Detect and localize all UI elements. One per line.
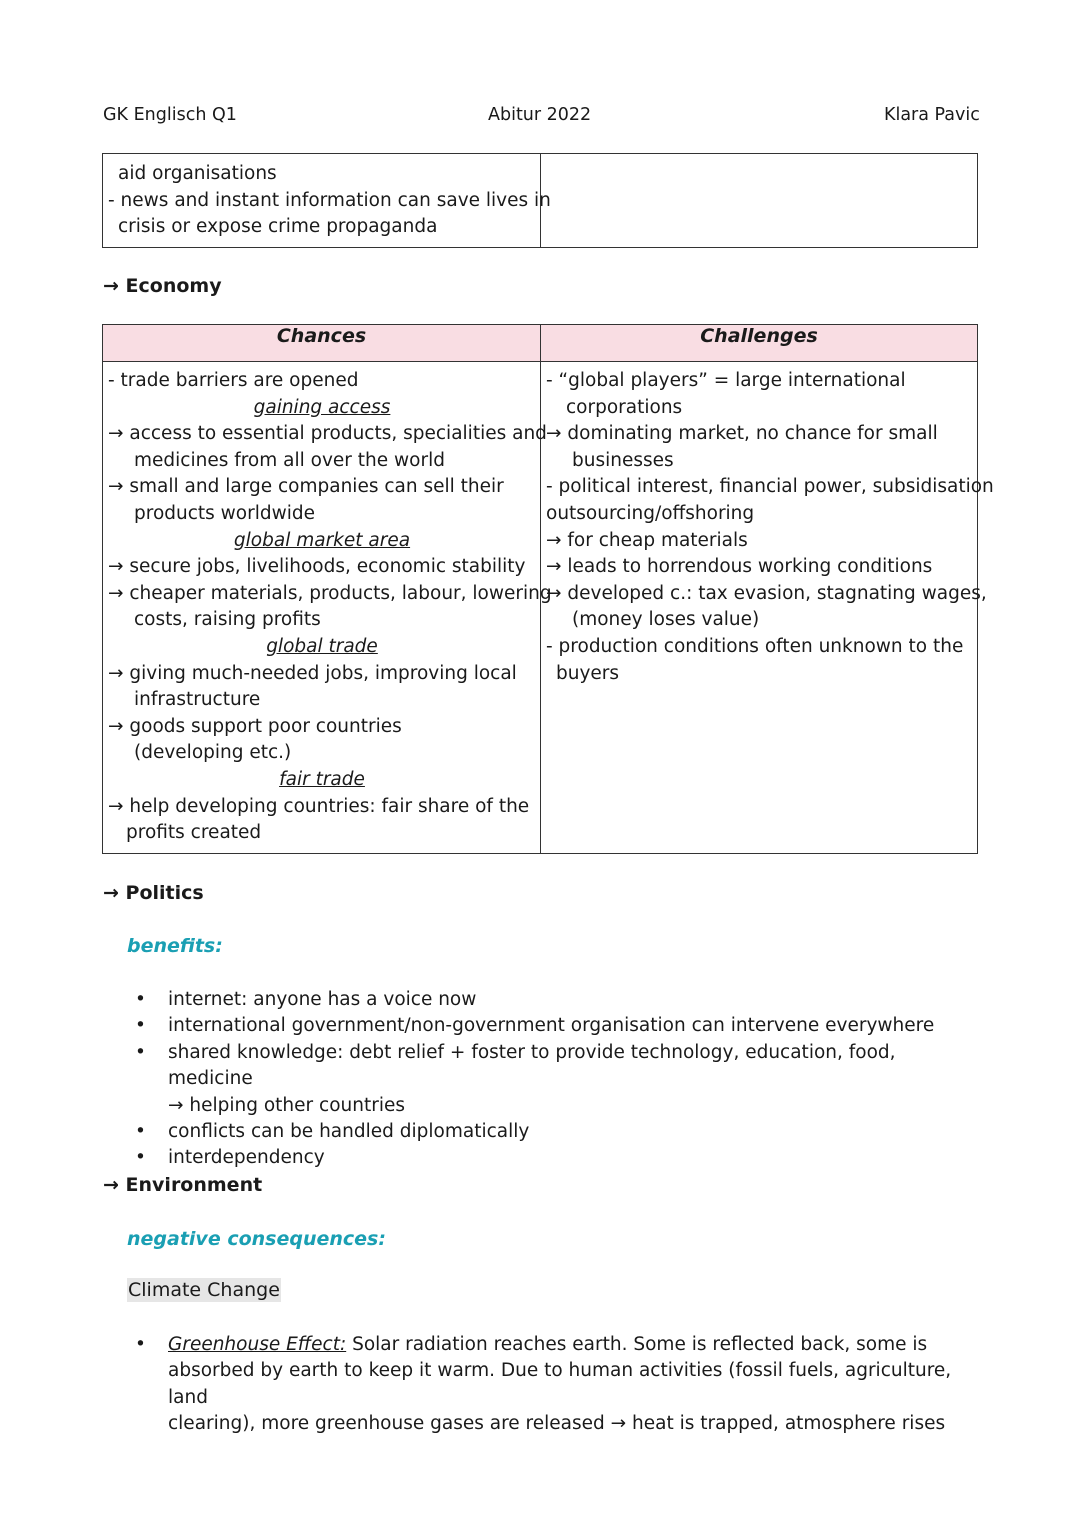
list-item: • interdependency bbox=[127, 1145, 967, 1171]
chances-line: → small and large companies can sell their bbox=[108, 476, 504, 498]
challenges-cell bbox=[541, 362, 994, 854]
challenges-line: (money loses value) bbox=[572, 609, 760, 631]
continued-line: aid organisations bbox=[118, 163, 277, 184]
list-item: • internet: anyone has a voice now bbox=[127, 987, 967, 1013]
bullet-icon: • bbox=[135, 1015, 146, 1037]
list-item: • conflicts can be handled diplomatically bbox=[127, 1119, 967, 1145]
bullet-icon: • bbox=[135, 1121, 146, 1143]
chances-line: → goods support poor countries bbox=[108, 715, 402, 737]
environment-subheading: negative consequences: bbox=[127, 1228, 386, 1250]
chances-line: profits created bbox=[126, 822, 262, 844]
challenges-line: corporations bbox=[566, 396, 683, 418]
header-exam: Abitur 2022 bbox=[488, 105, 592, 125]
challenges-line: - “global players” = large international bbox=[546, 370, 906, 391]
bullet-icon: • bbox=[135, 1147, 146, 1169]
list-item bbox=[127, 1332, 967, 1438]
greenhouse-text: clearing), more greenhouse gases are released → heat is trapped, atmosphere rises bbox=[168, 1413, 946, 1435]
challenges-line: buyers bbox=[556, 662, 620, 684]
politics-subheading: benefits: bbox=[127, 935, 223, 957]
chances-line: - trade barriers are opened bbox=[108, 370, 359, 391]
bullet-icon: • bbox=[135, 1041, 146, 1063]
chances-subheading: global trade bbox=[266, 635, 378, 657]
chances-line: medicines from all over the world bbox=[134, 449, 445, 471]
chances-line: costs, raising profits bbox=[134, 609, 321, 631]
greenhouse-text: Solar radiation reaches earth. Some is reflected back, some is bbox=[352, 1334, 928, 1355]
greenhouse-term: Greenhouse Effect: bbox=[168, 1334, 347, 1355]
bullet-icon: • bbox=[135, 1334, 146, 1355]
economy-heading: → Economy bbox=[103, 275, 222, 297]
chances-line: → cheaper materials, products, labour, lowering bbox=[108, 582, 552, 604]
challenges-line: → leads to horrendous working conditions bbox=[546, 556, 933, 578]
chances-cell bbox=[103, 362, 552, 854]
challenges-line: → dominating market, no chance for small bbox=[546, 423, 938, 445]
challenges-line: businesses bbox=[572, 449, 674, 471]
chances-line: → secure jobs, livelihoods, economic stability bbox=[108, 556, 526, 578]
challenges-line: - production conditions often unknown to the bbox=[546, 635, 964, 657]
chances-line: infrastructure bbox=[134, 689, 261, 711]
continued-right-cell bbox=[541, 154, 978, 248]
environment-list bbox=[127, 1332, 967, 1438]
chances-line: → help developing countries: fair share of the bbox=[108, 795, 530, 817]
continued-line: - news and instant information can save lives in bbox=[108, 189, 551, 211]
challenges-line: outsourcing/offshoring bbox=[546, 502, 755, 524]
chances-subheading: global market area bbox=[233, 529, 411, 551]
environment-heading: → Environment bbox=[103, 1174, 263, 1196]
chances-line: products worldwide bbox=[134, 502, 316, 524]
continued-left-cell bbox=[103, 154, 551, 248]
chances-line: → giving much-needed jobs, improving local bbox=[108, 662, 517, 684]
politics-heading: → Politics bbox=[103, 882, 204, 904]
politics-benefits-list bbox=[127, 987, 967, 1172]
chances-line: (developing etc.) bbox=[134, 742, 292, 764]
challenges-line: - political interest, financial power, subsidisation bbox=[546, 476, 994, 498]
challenges-line: → for cheap materials bbox=[546, 529, 748, 551]
list-item: • shared knowledge: debt relief + foster to provide technology, education, food, medicine bbox=[135, 1041, 896, 1090]
greenhouse-text: absorbed by earth to keep it warm. Due to human activities (fossil fuels, agriculture, land bbox=[168, 1360, 952, 1408]
list-item: • international government/non-government organisation can intervene everywhere bbox=[127, 1013, 967, 1039]
challenges-line: → developed c.: tax evasion, stagnating wages, bbox=[546, 582, 987, 604]
economy-table bbox=[102, 324, 994, 854]
chances-header: Chances bbox=[103, 325, 541, 362]
bullet-icon: • bbox=[135, 989, 146, 1010]
chances-subheading: fair trade bbox=[279, 768, 365, 790]
chances-line: → access to essential products, specialities and bbox=[108, 423, 547, 445]
climate-change-label: Climate Change bbox=[128, 1279, 280, 1301]
chances-subheading: gaining access bbox=[253, 396, 391, 418]
list-item-continuation: → helping other countries bbox=[168, 1094, 405, 1116]
continued-line: crisis or expose crime propaganda bbox=[118, 216, 438, 238]
header-author: Klara Pavic bbox=[884, 105, 980, 125]
continued-table bbox=[102, 153, 978, 248]
header-course: GK Englisch Q1 bbox=[103, 105, 237, 125]
challenges-header: Challenges bbox=[541, 325, 978, 362]
